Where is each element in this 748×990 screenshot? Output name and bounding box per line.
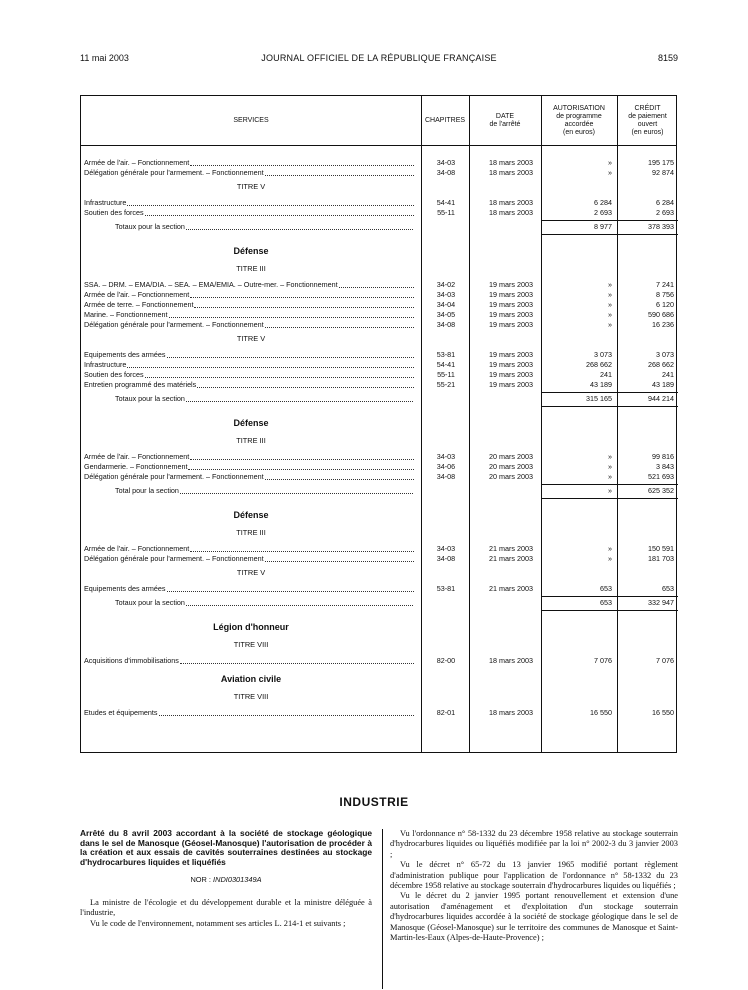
dot-leader — [265, 174, 414, 176]
chapitre-cell: 34-08 — [436, 168, 456, 177]
service-cell — [84, 290, 416, 300]
date-cell: 19 mars 2003 — [489, 300, 533, 309]
service-cell — [84, 452, 416, 462]
date-cell: 19 mars 2003 — [489, 350, 533, 359]
nor-reference — [80, 875, 372, 885]
autorisation-cell: 6 284 — [594, 198, 612, 207]
table-row — [81, 168, 676, 178]
date-cell: 18 mars 2003 — [489, 198, 533, 207]
autorisation-cell: 653 — [600, 584, 612, 593]
service-cell — [84, 360, 416, 370]
service-cell — [84, 584, 416, 594]
date-cell: 18 mars 2003 — [489, 708, 533, 717]
column-divider — [617, 96, 618, 752]
date-cell: 19 mars 2003 — [489, 310, 533, 319]
column-divider — [421, 96, 422, 752]
credit-cell: 2 693 — [656, 208, 674, 217]
autorisation-cell: 16 550 — [590, 708, 612, 717]
table-row — [81, 300, 676, 310]
col-header-date: DATE de l'arrêté — [489, 112, 521, 128]
service-cell — [84, 168, 416, 178]
date-cell: 19 mars 2003 — [489, 290, 533, 299]
service-name: Armée de l'air. – Fonctionnement — [84, 544, 190, 553]
service-name: Equipements des armées — [84, 350, 166, 359]
chapitre-cell: 34-05 — [436, 310, 456, 319]
dot-leader — [145, 376, 414, 378]
table-row — [81, 290, 676, 300]
service-cell — [84, 350, 416, 360]
titre-label: TITRE III — [236, 528, 266, 537]
date-cell: 19 mars 2003 — [489, 360, 533, 369]
dot-leader — [265, 326, 414, 328]
table-row — [81, 554, 676, 564]
autorisation-cell: » — [608, 300, 612, 309]
titre-label: TITRE III — [236, 264, 266, 273]
service-name: Marine. – Fonctionnement — [84, 310, 168, 319]
service-cell — [84, 208, 416, 218]
paragraph: Vu le décret n° 65-72 du 13 janvier 1965 modifié portant règlement d'administration publique pour l'application de l'ordonnance n° 58-1332 du 23 décembre 1958 relative au stockage souterrain d'hydrocarbures liquides ou liquéfiés ; — [390, 860, 678, 891]
date-cell: 19 mars 2003 — [489, 380, 533, 389]
service-name: Délégation générale pour l'armement. – Fonctionnement — [84, 472, 264, 481]
table-row — [81, 452, 676, 462]
service-cell — [84, 656, 416, 666]
credit-cell: 16 550 — [652, 708, 674, 717]
table-row — [81, 158, 676, 168]
col-header-chapitres: CHAPITRES — [424, 116, 466, 124]
dot-leader — [188, 468, 414, 470]
dot-leader — [159, 714, 414, 716]
autorisation-cell: 268 662 — [586, 360, 612, 369]
table-header — [81, 96, 676, 146]
credit-cell: 7 241 — [656, 280, 674, 289]
date-cell: 20 mars 2003 — [489, 452, 533, 461]
table-row — [81, 656, 676, 666]
section-heading-industrie: INDUSTRIE — [339, 795, 409, 809]
titre-label: TITRE VIII — [233, 640, 269, 649]
dot-leader — [186, 400, 413, 402]
credit-cell: 653 — [662, 584, 674, 593]
chapitre-cell: 54-41 — [436, 198, 456, 207]
autorisation-cell: 43 189 — [590, 380, 612, 389]
date-cell: 18 mars 2003 — [489, 158, 533, 167]
dot-leader — [190, 550, 414, 552]
chapitre-cell: 82-01 — [436, 708, 456, 717]
titre-label: TITRE III — [236, 436, 266, 445]
service-cell — [84, 370, 416, 380]
credit-cell: 241 — [662, 370, 674, 379]
total-rule — [541, 610, 678, 611]
service-name: Soutien des forces — [84, 370, 144, 379]
autorisation-cell: » — [608, 290, 612, 299]
dot-leader — [127, 366, 414, 368]
chapitre-cell: 34-03 — [436, 290, 456, 299]
total-text: Totaux pour la section — [115, 394, 185, 403]
credit-cell: 521 693 — [648, 472, 674, 481]
dot-leader — [169, 316, 415, 318]
table-row — [81, 198, 676, 208]
total-row — [81, 222, 676, 232]
date-cell: 18 mars 2003 — [489, 168, 533, 177]
service-name: Délégation générale pour l'armement. – Fonctionnement — [84, 168, 264, 177]
total-text: Totaux pour la section — [115, 222, 185, 231]
service-cell — [84, 280, 416, 290]
service-name: Equipements des armées — [84, 584, 166, 593]
journal-title: JOURNAL OFFICIEL DE LA RÉPUBLIQUE FRANÇAISE — [261, 53, 497, 63]
service-cell — [84, 708, 416, 718]
total-label — [115, 394, 415, 404]
credit-cell: 332 947 — [648, 598, 674, 607]
chapitre-cell: 34-02 — [436, 280, 456, 289]
credit-cell: 590 686 — [648, 310, 674, 319]
column-divider — [541, 96, 542, 752]
dot-leader — [167, 356, 414, 358]
autorisation-cell: » — [608, 158, 612, 167]
credit-cell: 3 843 — [656, 462, 674, 471]
autorisation-cell: » — [608, 452, 612, 461]
date-cell: 19 mars 2003 — [489, 280, 533, 289]
service-name: Armée de l'air. – Fonctionnement — [84, 158, 190, 167]
service-name: Soutien des forces — [84, 208, 144, 217]
dot-leader — [190, 296, 414, 298]
chapitre-cell: 53-81 — [436, 584, 456, 593]
nor-label: NOR : — [190, 875, 214, 885]
dot-leader — [265, 560, 414, 562]
credit-cell: 8 756 — [656, 290, 674, 299]
table-row — [81, 208, 676, 218]
col-header-credit: CRÉDIT de paiement ouvert (en euros) — [628, 104, 667, 136]
paragraph: Vu le code de l'environnement, notamment ses articles L. 214-1 et suivants ; — [90, 918, 346, 928]
service-name: Armée de terre. – Fonctionnement — [84, 300, 194, 309]
table-row — [81, 708, 676, 718]
total-rule — [541, 220, 678, 221]
date-cell: 21 mars 2003 — [489, 584, 533, 593]
section-name: Aviation civile — [220, 674, 282, 684]
paragraph: Vu l'ordonnance n° 58-1332 du 23 décembre 1958 relative au stockage souterrain d'hydrocarbures liquides ou liquéfiés modifiée par la loi n° 2002-3 du 3 janvier 2003 ; — [390, 829, 678, 859]
section-name: Défense — [233, 510, 269, 520]
table-row — [81, 472, 676, 482]
total-label — [115, 598, 415, 608]
date-cell: 19 mars 2003 — [489, 370, 533, 379]
date-cell: 18 mars 2003 — [489, 208, 533, 217]
total-rule — [541, 498, 678, 499]
table-row — [81, 370, 676, 380]
autorisation-cell: 241 — [600, 370, 612, 379]
autorisation-cell: » — [608, 486, 612, 495]
service-name: Gendarmerie. – Fonctionnement — [84, 462, 188, 471]
service-name: Entretien programmé des matériels — [84, 380, 197, 389]
credit-cell: 6 120 — [656, 300, 674, 309]
total-row — [81, 486, 676, 496]
titre-label: TITRE V — [236, 182, 266, 191]
total-rule — [541, 392, 678, 393]
paragraph: La ministre de l'écologie et du développement durable et la ministre déléguée à l'industrie, — [80, 897, 372, 918]
credits-table — [80, 95, 677, 753]
credit-cell: 7 076 — [656, 656, 674, 665]
chapitre-cell: 34-08 — [436, 320, 456, 329]
credit-cell: 92 874 — [652, 168, 674, 177]
chapitre-cell: 82-00 — [436, 656, 456, 665]
autorisation-cell: » — [608, 472, 612, 481]
dot-leader — [180, 492, 413, 494]
chapitre-cell: 34-03 — [436, 544, 456, 553]
service-name: Délégation générale pour l'armement. – Fonctionnement — [84, 554, 264, 563]
service-cell — [84, 380, 416, 390]
date-cell: 20 mars 2003 — [489, 462, 533, 471]
paragraph: Vu le décret du 2 janvier 1995 portant renouvellement et extension d'une autorisation d'aménagement et d'exploitation d'un stockage souterrain d'hydrocarbures liquides accordée à la société de stockage géologique dans le sel de Manosque (Géosel-Manosque) sur le territoire des communes de Manosque et Saint-Martin-les-Eaux (Alpes-de-Haute-Provence) ; — [390, 891, 678, 943]
column-separator — [382, 829, 383, 989]
total-row — [81, 394, 676, 404]
service-name: Acquisitions d'immobilisations — [84, 656, 179, 665]
autorisation-cell: » — [608, 168, 612, 177]
credit-cell: 944 214 — [648, 394, 674, 403]
credit-cell: 195 175 — [648, 158, 674, 167]
table-row — [81, 350, 676, 360]
dot-leader — [190, 164, 414, 166]
table-row — [81, 380, 676, 390]
service-name: Etudes et équipements — [84, 708, 158, 717]
credit-cell: 150 591 — [648, 544, 674, 553]
service-name: Infrastructure — [84, 360, 127, 369]
chapitre-cell: 55-11 — [437, 370, 455, 379]
dot-leader — [186, 604, 413, 606]
chapitre-cell: 54-41 — [436, 360, 456, 369]
page-number: 8159 — [657, 53, 678, 63]
service-cell — [84, 198, 416, 208]
service-name: Armée de l'air. – Fonctionnement — [84, 452, 190, 461]
credit-cell: 625 352 — [648, 486, 674, 495]
chapitre-cell: 34-08 — [436, 554, 456, 563]
credit-cell: 378 393 — [648, 222, 674, 231]
credit-cell: 43 189 — [652, 380, 674, 389]
section-name: Légion d'honneur — [213, 622, 289, 632]
column-divider — [469, 96, 470, 752]
credit-cell: 3 073 — [656, 350, 674, 359]
service-name: Armée de l'air. – Fonctionnement — [84, 290, 190, 299]
col-header-autorisation: AUTORISATION de programme accordée (en euros) — [553, 104, 605, 136]
dot-leader — [186, 228, 413, 230]
chapitre-cell: 55-11 — [437, 208, 455, 217]
table-row — [81, 544, 676, 554]
service-name: Infrastructure — [84, 198, 127, 207]
titre-label: TITRE V — [236, 568, 266, 577]
autorisation-cell: » — [608, 544, 612, 553]
credit-cell: 181 703 — [648, 554, 674, 563]
titre-label: TITRE V — [236, 334, 266, 343]
service-cell — [84, 544, 416, 554]
chapitre-cell: 34-03 — [436, 158, 456, 167]
autorisation-cell: 7 076 — [594, 656, 612, 665]
dot-leader — [190, 458, 414, 460]
service-cell — [84, 300, 416, 310]
table-row — [81, 320, 676, 330]
nor-code: INDI0301349A — [213, 875, 262, 885]
section-name: Défense — [233, 246, 269, 256]
service-cell — [84, 462, 416, 472]
date-cell: 19 mars 2003 — [489, 320, 533, 329]
service-cell — [84, 158, 416, 168]
dot-leader — [265, 478, 414, 480]
dot-leader — [127, 204, 414, 206]
page-header — [80, 53, 678, 67]
autorisation-cell: » — [608, 310, 612, 319]
service-cell — [84, 472, 416, 482]
autorisation-cell: 3 073 — [594, 350, 612, 359]
section-name: Défense — [233, 418, 269, 428]
dot-leader — [167, 590, 414, 592]
total-rule — [541, 484, 678, 485]
service-cell — [84, 310, 416, 320]
total-label — [115, 222, 415, 232]
credit-cell: 99 816 — [652, 452, 674, 461]
autorisation-cell: 2 693 — [594, 208, 612, 217]
autorisation-cell: » — [608, 554, 612, 563]
autorisation-cell: » — [608, 320, 612, 329]
table-row — [81, 360, 676, 370]
autorisation-cell: » — [608, 462, 612, 471]
date-cell: 21 mars 2003 — [489, 554, 533, 563]
total-row — [81, 598, 676, 608]
chapitre-cell: 53-81 — [436, 350, 456, 359]
credit-cell: 268 662 — [648, 360, 674, 369]
table-row — [81, 310, 676, 320]
total-text: Total pour la section — [115, 486, 179, 495]
credit-cell: 16 236 — [652, 320, 674, 329]
dot-leader — [197, 386, 414, 388]
chapitre-cell: 34-08 — [436, 472, 456, 481]
total-rule — [541, 406, 678, 407]
service-cell — [84, 320, 416, 330]
chapitre-cell: 34-04 — [436, 300, 456, 309]
credit-cell: 6 284 — [656, 198, 674, 207]
dot-leader — [180, 662, 414, 664]
date-cell: 18 mars 2003 — [489, 656, 533, 665]
dot-leader — [145, 214, 414, 216]
service-name: Délégation générale pour l'armement. – Fonctionnement — [84, 320, 264, 329]
chapitre-cell: 34-06 — [436, 462, 456, 471]
chapitre-cell: 34-03 — [436, 452, 456, 461]
date-cell: 21 mars 2003 — [489, 544, 533, 553]
header-date: 11 mai 2003 — [80, 53, 129, 63]
service-cell — [84, 554, 416, 564]
service-name: SSA. – DRM. – EMA/DIA. – SEA. – EMA/EMIA. – Outre-mer. – Fonctionnement — [84, 280, 338, 289]
table-row — [81, 280, 676, 290]
date-cell: 20 mars 2003 — [489, 472, 533, 481]
total-label — [115, 486, 415, 496]
titre-label: TITRE VIII — [233, 692, 269, 701]
arrete-title: Arrêté du 8 avril 2003 accordant à la société de stockage géologique dans le sel de Manosque (Géosel-Manosque) l'autorisation de procéder à la création et aux essais de cavités souterraines destinées au stockage d'hydrocarbures liquides et liquéfiés — [80, 828, 372, 867]
table-row — [81, 462, 676, 472]
autorisation-cell: 8 977 — [594, 222, 612, 231]
left-column — [80, 829, 372, 929]
total-text: Totaux pour la section — [115, 598, 185, 607]
autorisation-cell: 315 165 — [586, 394, 612, 403]
total-rule — [541, 234, 678, 235]
col-header-services: SERVICES — [233, 116, 269, 124]
dot-leader — [194, 306, 414, 308]
total-rule — [541, 596, 678, 597]
table-row — [81, 584, 676, 594]
right-column — [390, 829, 678, 943]
dot-leader — [339, 286, 414, 288]
chapitre-cell: 55-21 — [436, 380, 456, 389]
autorisation-cell: 653 — [600, 598, 612, 607]
autorisation-cell: » — [608, 280, 612, 289]
